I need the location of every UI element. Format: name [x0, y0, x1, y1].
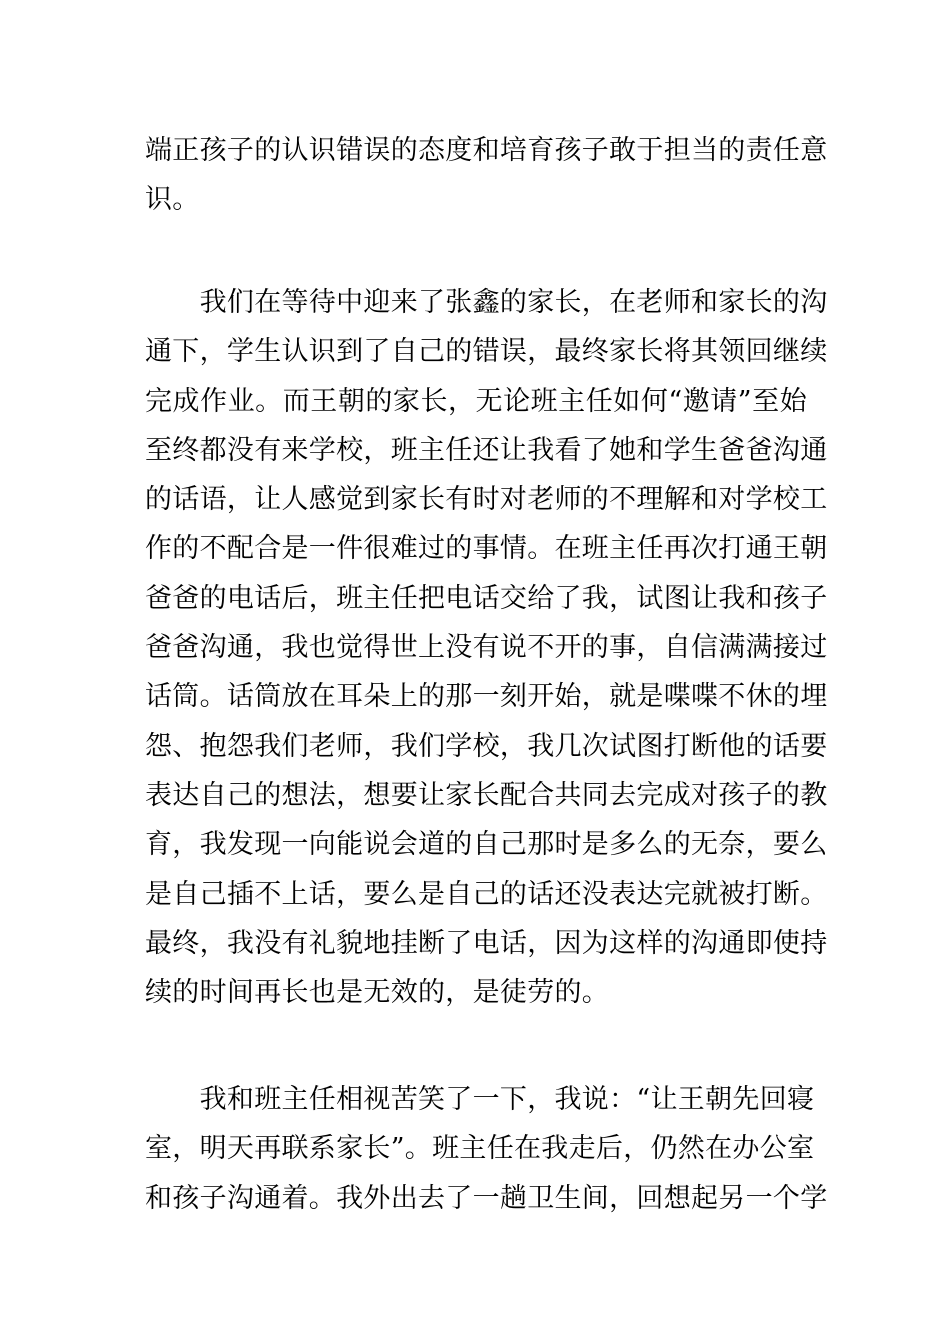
- text-line: 怨、抱怨我们老师，我们学校，我几次试图打断他的话要: [145, 730, 828, 762]
- text-line: 通下，学生认识到了自己的错误，最终家长将其领回继续: [145, 336, 828, 368]
- text-line: 完成作业。而王朝的家长，无论班主任如何“邀请”至始: [145, 385, 807, 417]
- text-line: 识。: [145, 184, 200, 216]
- text-line: 爸爸的电话后，班主任把电话交给了我，试图让我和孩子: [145, 582, 828, 614]
- text-line: 育，我发现一向能说会道的自己那时是多么的无奈，要么: [145, 829, 828, 861]
- text-line: 室，明天再联系家长”。班主任在我走后，仍然在办公室: [145, 1133, 815, 1165]
- text-line: 至终都没有来学校，班主任还让我看了她和学生爸爸沟通: [145, 434, 828, 466]
- text-line: 表达自己的想法，想要让家长配合共同去完成对孩子的教: [145, 779, 828, 811]
- text-line: 是自己插不上话，要么是自己的话还没表达完就被打断。: [145, 878, 828, 910]
- text-line: 的话语，让人感觉到家长有时对老师的不理解和对学校工: [145, 484, 828, 516]
- text-line: 爸爸沟通，我也觉得世上没有说不开的事，自信满满接过: [145, 632, 828, 664]
- paragraph-2: [145, 278, 828, 1017]
- text-line: 端正孩子的认识错误的态度和培育孩子敢于担当的责任意: [145, 135, 828, 166]
- text-line: 话筒。话筒放在耳朵上的那一刻开始，就是喋喋不休的埋: [145, 681, 828, 713]
- text-line: 和孩子沟通着。我外出去了一趟卫生间，回想起另一个学: [145, 1182, 828, 1214]
- text-line: 最终，我没有礼貌地挂断了电话，因为这样的沟通即使持: [145, 927, 828, 959]
- text-line: 续的时间再长也是无效的，是徒劳的。: [145, 977, 610, 1009]
- paragraph-1: [145, 126, 828, 225]
- paragraph-3: [145, 1075, 828, 1223]
- text-line: 我们在等待中迎来了张鑫的家长，在老师和家长的沟: [145, 287, 828, 318]
- text-line: 我和班主任相视苦笑了一下，我说：“让王朝先回寝: [145, 1084, 815, 1115]
- text-line: 作的不配合是一件很难过的事情。在班主任再次打通王朝: [145, 533, 828, 565]
